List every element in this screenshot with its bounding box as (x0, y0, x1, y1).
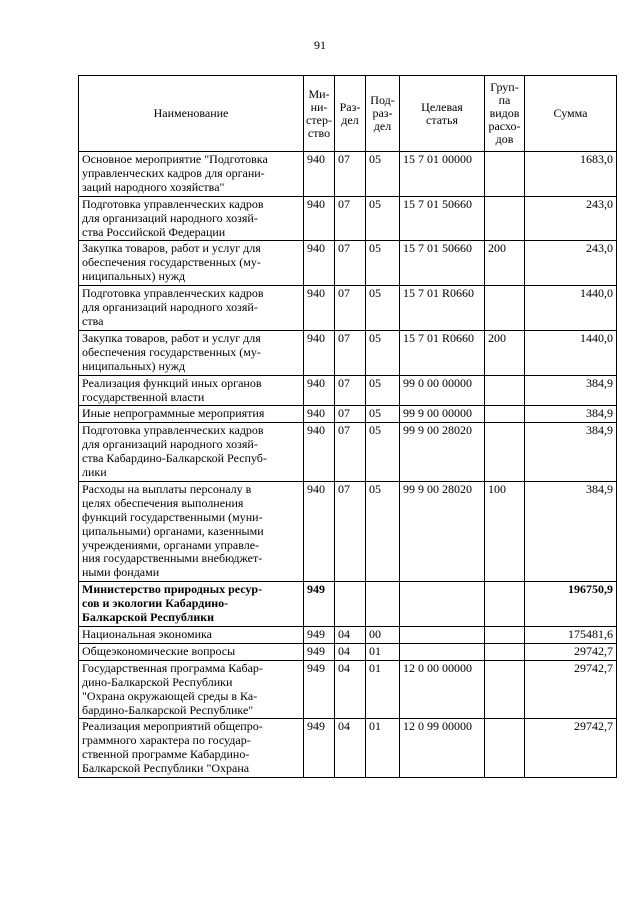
header-line: дел (373, 119, 392, 133)
row-target: 99 9 00 28020 (400, 423, 485, 482)
row-section: 07 (335, 406, 366, 423)
row-subsection: 05 (366, 423, 400, 482)
header-line: Груп- (490, 80, 519, 94)
row-amount: 1683,0 (525, 152, 617, 197)
row-name-line: Закупка товаров, работ и услуг для (82, 330, 261, 345)
table-row (79, 241, 617, 286)
page-number: 91 (314, 38, 326, 52)
row-group (485, 660, 525, 719)
row-group (485, 627, 525, 644)
row-name-line: граммного характера по государ- (82, 733, 251, 748)
row-amount: 243,0 (525, 196, 617, 241)
table-row (79, 582, 617, 627)
row-name-line: Реализация мероприятий общепро- (82, 719, 263, 734)
row-group (485, 196, 525, 241)
row-name-line: государственной власти (82, 389, 205, 404)
row-group: 100 (485, 481, 525, 581)
row-section: 07 (335, 196, 366, 241)
row-name-line: Общеэкономические вопросы (82, 643, 236, 658)
row-group (485, 286, 525, 331)
row-ministry: 949 (304, 627, 335, 644)
table-row (79, 643, 617, 660)
header-line: ство (307, 125, 331, 140)
row-subsection: 01 (366, 643, 400, 660)
row-group (485, 719, 525, 778)
row-target: 12 0 00 00000 (400, 660, 485, 719)
budget-table (78, 75, 617, 778)
row-name (79, 406, 304, 423)
row-ministry: 949 (304, 660, 335, 719)
row-name (79, 423, 304, 482)
row-group (485, 406, 525, 423)
row-subsection: 05 (366, 286, 400, 331)
row-name (79, 481, 304, 581)
row-name-line: Подготовка управленческих кадров (82, 196, 264, 211)
row-name-line: для организаций народного хозяй- (82, 437, 258, 452)
header-row (79, 76, 617, 152)
row-subsection: 05 (366, 481, 400, 581)
header-line: па (498, 93, 511, 107)
row-name-line: целях обеспечения выполнения (82, 495, 244, 510)
row-group (485, 375, 525, 406)
row-ministry: 940 (304, 481, 335, 581)
row-name-line: Подготовка управленческих кадров (82, 423, 264, 438)
row-name-line: управленческих кадров для органи- (82, 165, 265, 180)
row-group (485, 582, 525, 627)
row-amount: 29742,7 (525, 660, 617, 719)
row-name-line: ниципальных) нужд (82, 269, 186, 284)
header-line: Под- (370, 93, 395, 107)
header-line: дов (495, 132, 514, 146)
row-amount: 384,9 (525, 481, 617, 581)
row-name-line: для организаций народного хозяй- (82, 210, 258, 225)
row-ministry: 940 (304, 286, 335, 331)
row-amount: 1440,0 (525, 286, 617, 331)
row-subsection: 05 (366, 241, 400, 286)
header-target (400, 76, 485, 152)
row-name-line: лики (82, 465, 107, 480)
table-row (79, 481, 617, 581)
row-subsection: 05 (366, 152, 400, 197)
row-group (485, 152, 525, 197)
row-name (79, 196, 304, 241)
header-line: стер- (306, 112, 332, 127)
row-subsection (366, 582, 400, 627)
row-amount: 29742,7 (525, 643, 617, 660)
row-section: 07 (335, 423, 366, 482)
row-ministry: 940 (304, 406, 335, 423)
row-name (79, 375, 304, 406)
row-name (79, 582, 304, 627)
row-subsection: 00 (366, 627, 400, 644)
row-name-line: Государственная программа Кабар- (82, 660, 263, 675)
row-section: 07 (335, 481, 366, 581)
header-amount: Сумма (525, 76, 617, 152)
row-target: 15 7 01 50660 (400, 241, 485, 286)
row-section: 07 (335, 330, 366, 375)
row-name-line: ственной программе Кабардино- (82, 747, 250, 762)
row-group: 200 (485, 241, 525, 286)
row-ministry: 940 (304, 241, 335, 286)
row-name-line: ства Российской Федерации (82, 224, 226, 239)
row-name-line: ниципальных) нужд (82, 358, 186, 373)
row-name-line: Иные непрограммные мероприятия (82, 406, 265, 421)
row-section: 04 (335, 719, 366, 778)
table-row (79, 375, 617, 406)
row-name-line: Расходы на выплаты персоналу в (82, 481, 252, 496)
header-name: Наименование (79, 76, 304, 152)
header-group (485, 76, 525, 152)
row-group: 200 (485, 330, 525, 375)
header-subsection (366, 76, 400, 152)
row-name-line: "Охрана окружающей среды в Ка- (82, 688, 258, 703)
row-name (79, 627, 304, 644)
row-target: 15 7 01 R0660 (400, 330, 485, 375)
row-group (485, 643, 525, 660)
row-section: 07 (335, 152, 366, 197)
row-subsection: 01 (366, 719, 400, 778)
row-name-line: обеспечения государственных (му- (82, 344, 261, 359)
header-line: статья (426, 112, 458, 127)
row-ministry: 949 (304, 643, 335, 660)
row-target: 99 9 00 28020 (400, 481, 485, 581)
row-name-line: Балкарской Республики (82, 610, 215, 625)
table-row (79, 286, 617, 331)
row-name (79, 286, 304, 331)
table-row (79, 423, 617, 482)
row-subsection: 01 (366, 660, 400, 719)
table-row (79, 152, 617, 197)
row-target: 12 0 99 00000 (400, 719, 485, 778)
row-name-line: Подготовка управленческих кадров (82, 286, 264, 301)
row-ministry: 940 (304, 375, 335, 406)
row-section: 07 (335, 241, 366, 286)
table-body (79, 152, 617, 778)
row-name-line: бардино-Балкарской Республике" (82, 702, 254, 717)
row-section: 04 (335, 627, 366, 644)
header-line: дел (341, 112, 359, 127)
row-ministry: 940 (304, 152, 335, 197)
header-line: Ми- (308, 86, 330, 101)
row-name-line: заций народного хозяйства" (82, 179, 225, 194)
row-section (335, 582, 366, 627)
row-target (400, 582, 485, 627)
row-name-line: для организаций народного хозяй- (82, 300, 258, 315)
table-row (79, 330, 617, 375)
row-amount: 29742,7 (525, 719, 617, 778)
header-line: видов (489, 106, 520, 120)
row-section: 07 (335, 286, 366, 331)
row-name-line: ния государственными внебюджет- (82, 551, 263, 566)
row-name-line: ства (82, 313, 104, 328)
row-name-line: ными фондами (82, 565, 160, 580)
row-target: 99 0 00 00000 (400, 375, 485, 406)
header-line: Целевая (421, 99, 463, 114)
row-name-line: Основное мероприятие "Подготовка (82, 152, 268, 166)
row-subsection: 05 (366, 406, 400, 423)
table-row (79, 627, 617, 644)
row-name-line: дино-Балкарской Республики (82, 674, 233, 689)
row-section: 04 (335, 660, 366, 719)
row-name-line: учреждениями, органами управле- (82, 537, 260, 552)
row-name-line: Министерство природных ресур- (82, 582, 263, 597)
row-name (79, 241, 304, 286)
row-amount: 243,0 (525, 241, 617, 286)
row-section: 04 (335, 643, 366, 660)
row-name-line: Национальная экономика (82, 627, 212, 641)
row-ministry: 940 (304, 423, 335, 482)
row-amount: 384,9 (525, 406, 617, 423)
header-ministry (304, 76, 335, 152)
row-ministry: 940 (304, 330, 335, 375)
row-amount: 196750,9 (525, 582, 617, 627)
row-name-line: функций государственными (муни- (82, 509, 263, 524)
row-amount: 1440,0 (525, 330, 617, 375)
row-ministry: 949 (304, 719, 335, 778)
row-subsection: 05 (366, 375, 400, 406)
header-line: Раз- (339, 99, 361, 114)
table-row (79, 660, 617, 719)
row-subsection: 05 (366, 330, 400, 375)
table-row (79, 196, 617, 241)
row-group (485, 423, 525, 482)
header-line: ни- (310, 99, 328, 114)
row-name (79, 719, 304, 778)
row-amount: 175481,6 (525, 627, 617, 644)
row-target: 15 7 01 R0660 (400, 286, 485, 331)
row-name-line: ства Кабардино-Балкарской Респуб- (82, 451, 267, 466)
row-target: 99 9 00 00000 (400, 406, 485, 423)
row-name-line: Реализация функций иных органов (82, 375, 262, 390)
row-name-line: Закупка товаров, работ и услуг для (82, 241, 261, 256)
row-ministry: 949 (304, 582, 335, 627)
header-line: раз- (372, 106, 393, 120)
table-row (79, 719, 617, 778)
row-name-line: обеспечения государственных (му- (82, 255, 261, 270)
row-target: 15 7 01 50660 (400, 196, 485, 241)
row-name (79, 643, 304, 660)
row-target: 15 7 01 00000 (400, 152, 485, 197)
row-name (79, 330, 304, 375)
header-line: расхо- (488, 119, 521, 133)
row-amount: 384,9 (525, 423, 617, 482)
row-name-line: сов и экологии Кабардино- (82, 596, 229, 611)
row-name (79, 152, 304, 197)
row-name-line: ципальными) органами, казенными (82, 523, 264, 538)
table-row (79, 406, 617, 423)
row-name (79, 660, 304, 719)
row-ministry: 940 (304, 196, 335, 241)
row-section: 07 (335, 375, 366, 406)
row-target (400, 643, 485, 660)
header-section (335, 76, 366, 152)
row-target (400, 627, 485, 644)
row-subsection: 05 (366, 196, 400, 241)
row-amount: 384,9 (525, 375, 617, 406)
row-name-line: Балкарской Республики "Охрана (82, 761, 250, 776)
